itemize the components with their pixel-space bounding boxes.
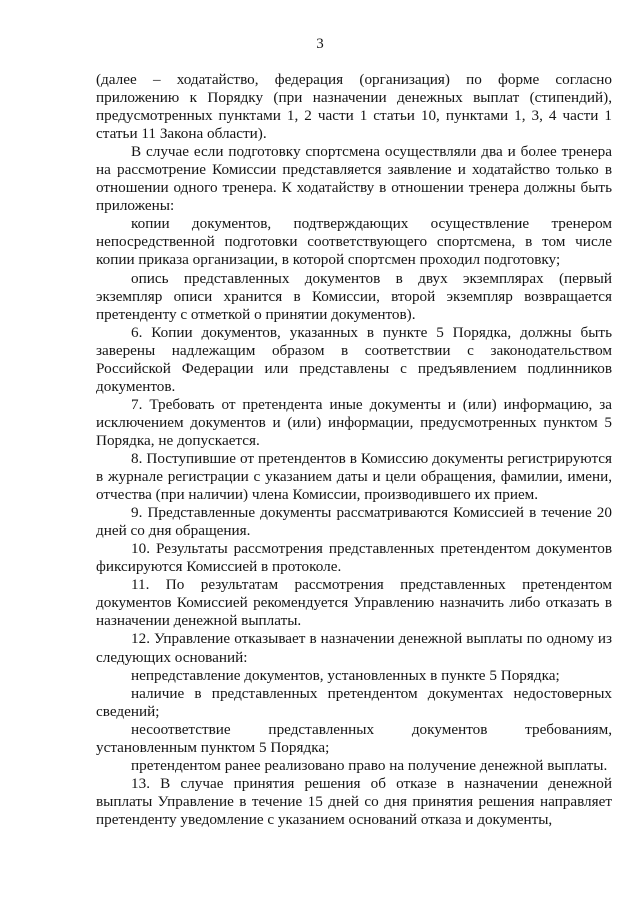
paragraph-item-9: 9. Представленные документы рассматриваются Комиссией в течение 20 дней со дня обращения. xyxy=(96,504,612,540)
list-item-inventory: опись представленных документов в двух экземплярах (первый экземпляр описи хранится в Комиссии, второй экземпляр возвращается претенденту с отметкой о принятии документов). xyxy=(96,269,612,323)
paragraph-item-11: 11. По результатам рассмотрения представленных претендентом документов Комиссией рекомендуется Управлению назначить либо отказать в назначении денежной выплаты. xyxy=(96,576,612,630)
document-body xyxy=(96,71,612,829)
paragraph-item-7: 7. Требовать от претендента иные документы и (или) информацию, за исключением документов и (или) информации, предусмотренных пунктом 5 Порядка, не допускается. xyxy=(96,395,612,449)
paragraph-item-12: 12. Управление отказывает в назначении денежной выплаты по одному из следующих оснований: xyxy=(96,630,612,666)
paragraph-item-6: 6. Копии документов, указанных в пункте 5 Порядка, должны быть заверены надлежащим образом в соответствии с законодательством Российской Федерации или представлены с предъявлением подлинников документов. xyxy=(96,323,612,395)
paragraph-item-10: 10. Результаты рассмотрения представленных претендентом документов фиксируются Комиссией в протоколе. xyxy=(96,540,612,576)
paragraph-item-8: 8. Поступившие от претендентов в Комиссию документы регистрируются в журнале регистрации с указанием даты и цели обращения, фамилии, имени, отчества (при наличии) члена Комиссии, производившего их прием. xyxy=(96,449,612,504)
page-number: 3 xyxy=(316,36,324,52)
list-item-refusal-reason-2: наличие в представленных претендентом документах недостоверных сведений; xyxy=(96,684,612,720)
list-item-refusal-reason-1: непредставление документов, установленных в пункте 5 Порядка; xyxy=(131,666,560,684)
paragraph-item-13: 13. В случае принятия решения об отказе в назначении денежной выплаты Управление в течение 15 дней со дня принятия решения направляет претенденту уведомление с указанием оснований отказа и документы, xyxy=(96,774,612,828)
list-item-refusal-reason-3: несоответствие представленных документов требованиям, установленным пунктом 5 Порядка; xyxy=(96,720,612,756)
list-item-refusal-reason-4: претендентом ранее реализовано право на получение денежной выплаты. xyxy=(131,756,608,774)
list-item-document-copies: копии документов, подтверждающих осуществление тренером непосредственной подготовки соответствующего спортсмена, в том числе копии приказа организации, в которой спортсмен проходил подготовку; xyxy=(96,215,612,269)
paragraph-continuation: (далее – ходатайство, федерация (организация) по форме согласно приложению к Порядку (при назначении денежных выплат (стипендий), предусмотренных пунктами 1, 2 части 1 статьи 10, пунктами 1, 3, 4 части 1 статьи 11 Закона области). xyxy=(96,71,612,143)
paragraph-multiple-coaches: В случае если подготовку спортсмена осуществляли два и более тренера на рассмотрение Комиссии представляется заявление и ходатайство только в отношении одного тренера. К ходатайству в отношении тренера должны быть приложены: xyxy=(96,143,612,215)
